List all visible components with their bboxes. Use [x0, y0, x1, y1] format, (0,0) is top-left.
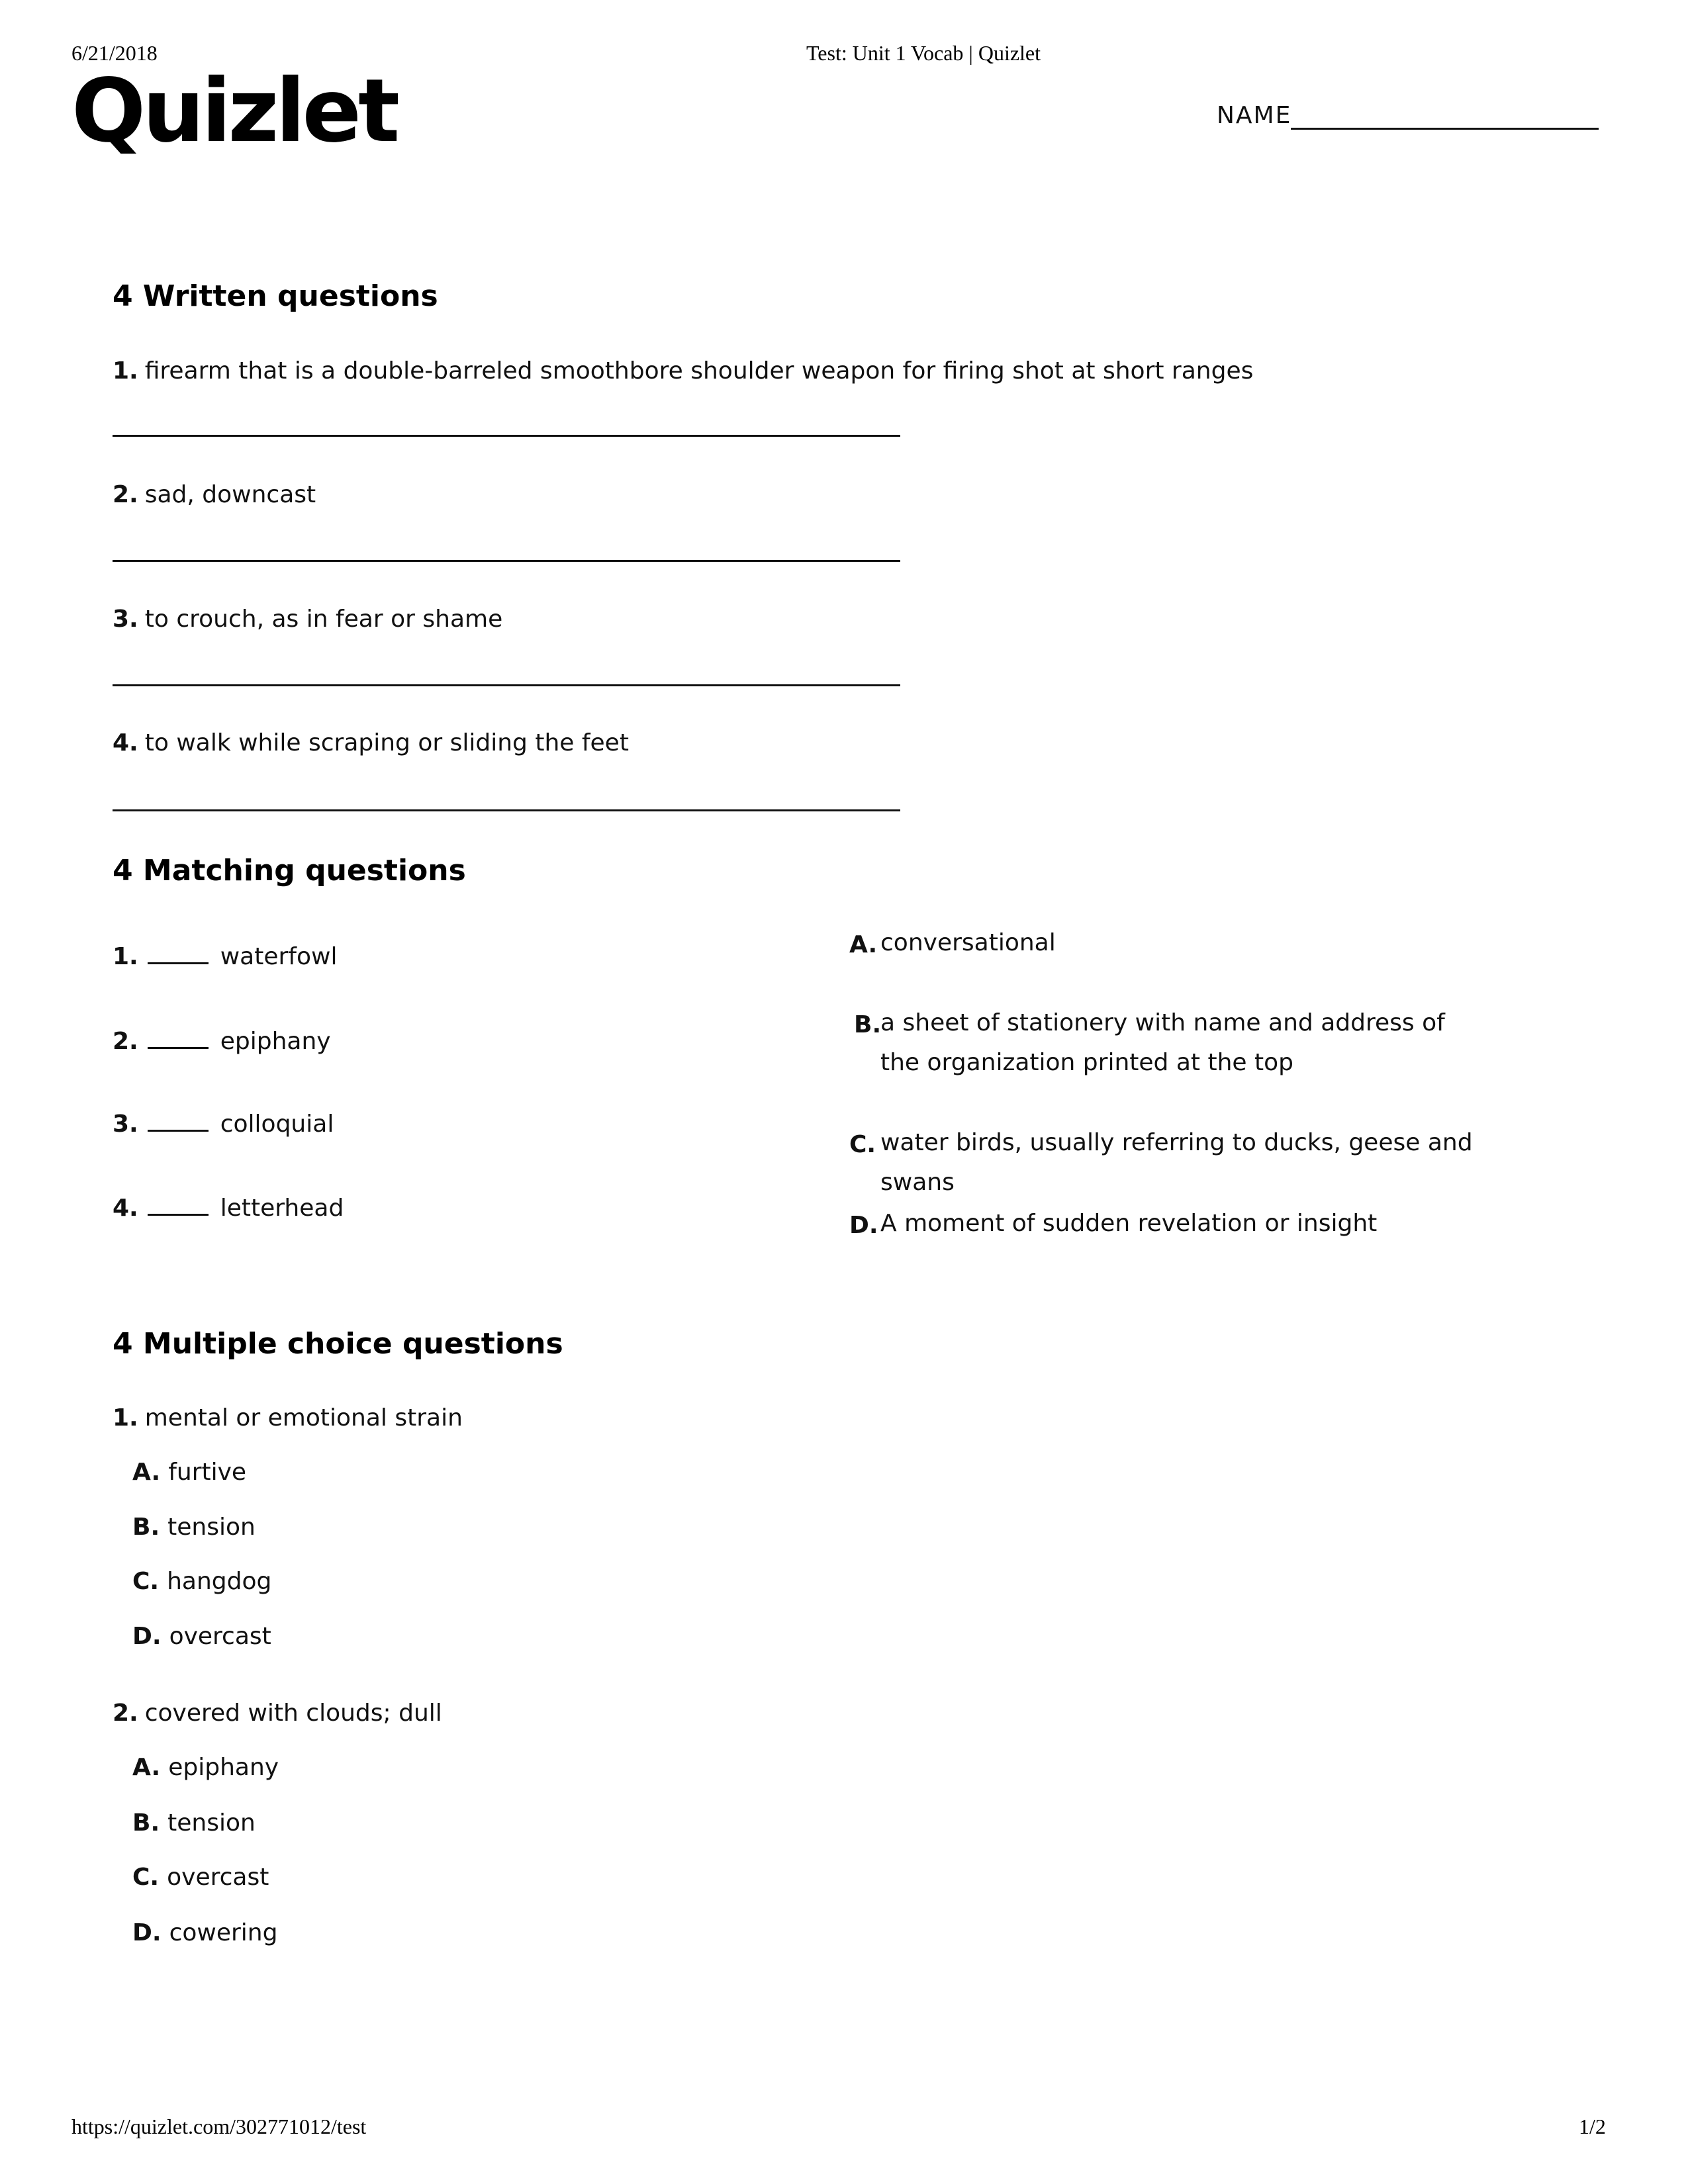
mc-option	[132, 1514, 256, 1541]
term-text: letterhead	[220, 1195, 344, 1222]
name-line	[1291, 128, 1599, 130]
definition-letter: A.	[849, 931, 878, 958]
option-letter: C.	[132, 1568, 160, 1595]
answer-blank	[148, 1197, 209, 1216]
matching-section-title: 4 Matching questions	[113, 854, 466, 887]
mc-option	[132, 1919, 277, 1946]
answer-line	[113, 684, 900, 686]
mc-question	[113, 1700, 442, 1727]
option-text: epiphany	[168, 1754, 279, 1781]
question-text: covered with clouds; dull	[144, 1700, 442, 1727]
written-question	[113, 481, 316, 508]
print-url: https://quizlet.com/302771012/test	[71, 2115, 367, 2138]
print-title: Test: Unit 1 Vocab | Quizlet	[806, 41, 1041, 65]
option-text: tension	[167, 1809, 256, 1837]
answer-blank	[148, 1113, 209, 1132]
matching-term	[113, 1111, 334, 1138]
multiple-choice-section-title: 4 Multiple choice questions	[113, 1327, 563, 1361]
mc-option	[132, 1623, 271, 1650]
question-number: 1.	[113, 1404, 138, 1432]
option-text: furtive	[168, 1459, 247, 1486]
definition-text: water birds, usually referring to ducks, geese and swans	[880, 1129, 1473, 1196]
option-letter: D.	[132, 1919, 162, 1946]
print-date: 6/21/2018	[71, 41, 158, 65]
definition-letter: D.	[849, 1212, 878, 1239]
option-text: overcast	[169, 1623, 271, 1650]
answer-line	[113, 435, 900, 437]
term-number: 1.	[113, 943, 138, 970]
term-number: 2.	[113, 1028, 138, 1055]
definition-letter: C.	[849, 1131, 876, 1158]
mc-option	[132, 1809, 256, 1837]
name-label: NAME	[1217, 102, 1292, 129]
mc-option	[132, 1754, 279, 1781]
question-text: sad, downcast	[144, 481, 316, 508]
written-question	[113, 606, 502, 633]
option-letter: A.	[132, 1459, 161, 1486]
definition-text: A moment of sudden revelation or insight	[880, 1210, 1378, 1237]
option-text: overcast	[167, 1864, 269, 1891]
term-number: 3.	[113, 1111, 138, 1138]
option-letter: B.	[132, 1514, 160, 1541]
option-text: tension	[167, 1514, 256, 1541]
question-number: 2.	[113, 481, 138, 508]
option-text: hangdog	[167, 1568, 272, 1595]
matching-term	[113, 943, 337, 970]
mc-option	[132, 1459, 246, 1486]
option-text: cowering	[169, 1919, 278, 1946]
definition-text: a sheet of stationery with name and address of the organization printed at the top	[880, 1009, 1445, 1076]
definition-letter: B.	[854, 1011, 882, 1038]
term-text: waterfowl	[220, 943, 338, 970]
answer-blank	[148, 945, 209, 964]
term-text: epiphany	[220, 1028, 331, 1055]
definition-text: conversational	[880, 929, 1056, 956]
question-text: to crouch, as in fear or shame	[144, 606, 503, 633]
option-letter: D.	[132, 1623, 162, 1650]
answer-blank	[148, 1030, 209, 1049]
question-number: 2.	[113, 1700, 138, 1727]
question-text: firearm that is a double-barreled smoothbore shoulder weapon for firing shot at short ranges	[144, 357, 1254, 385]
mc-option	[132, 1568, 271, 1595]
term-number: 4.	[113, 1195, 138, 1222]
question-number: 1.	[113, 357, 138, 385]
answer-line	[113, 809, 900, 811]
question-number: 4.	[113, 729, 138, 756]
page-number: 1/2	[1579, 2115, 1606, 2138]
question-number: 3.	[113, 606, 138, 633]
mc-option	[132, 1864, 269, 1891]
question-text: to walk while scraping or sliding the feet	[144, 729, 629, 756]
matching-term	[113, 1028, 331, 1055]
option-letter: C.	[132, 1864, 160, 1891]
mc-question	[113, 1404, 463, 1432]
answer-line	[113, 560, 900, 562]
written-section-title: 4 Written questions	[113, 279, 438, 313]
term-text: colloquial	[220, 1111, 334, 1138]
written-question	[113, 357, 1253, 385]
option-letter: B.	[132, 1809, 160, 1837]
question-text: mental or emotional strain	[144, 1404, 463, 1432]
written-question	[113, 729, 629, 756]
matching-term	[113, 1195, 344, 1222]
quizlet-logo: Quizlet	[71, 60, 397, 162]
option-letter: A.	[132, 1754, 161, 1781]
